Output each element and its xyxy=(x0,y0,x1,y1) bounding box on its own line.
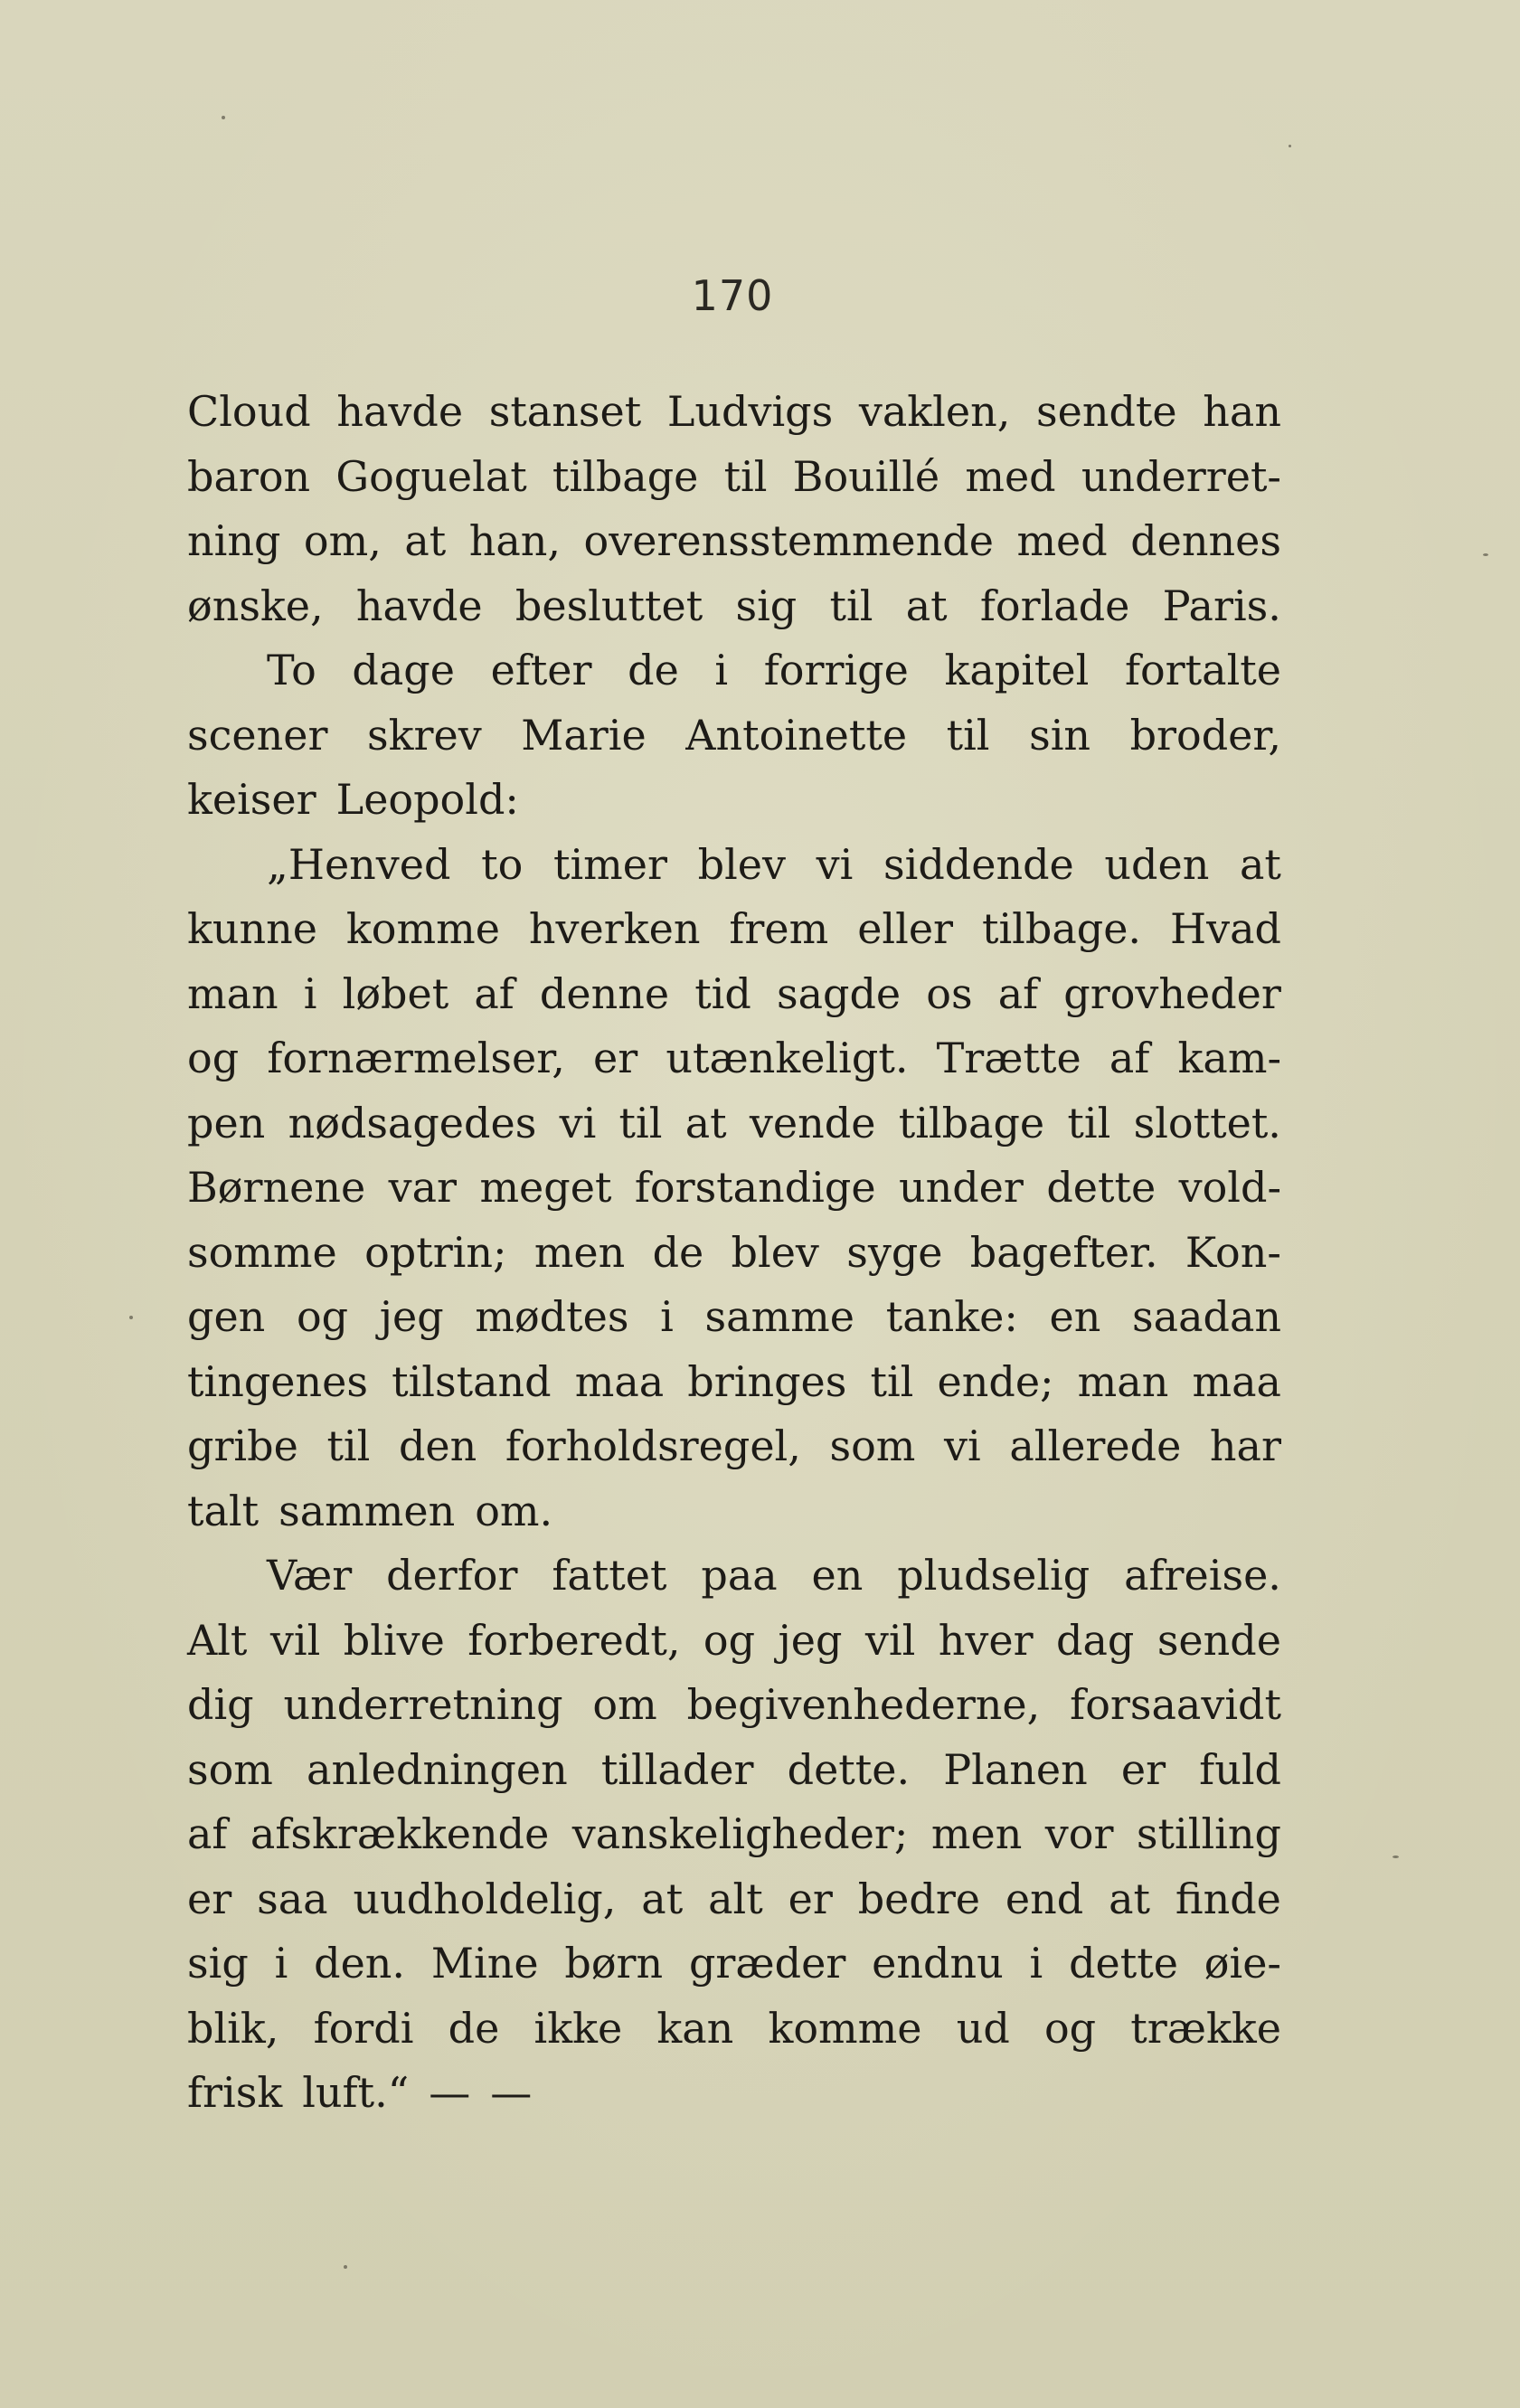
word: kapitel xyxy=(944,646,1090,694)
word: dag xyxy=(1056,1615,1135,1665)
word: vi xyxy=(944,1421,981,1470)
text-line xyxy=(187,1285,1281,1350)
word: Mine xyxy=(430,1939,539,1988)
word: sendte xyxy=(1036,387,1177,436)
word: vil xyxy=(864,1615,916,1665)
word: at xyxy=(1109,1874,1151,1923)
word: som xyxy=(187,1744,273,1794)
word: fortalte xyxy=(1124,646,1281,694)
word: gribe xyxy=(187,1421,298,1470)
word: dette xyxy=(1069,1939,1178,1988)
word: af xyxy=(474,968,515,1018)
word: blev xyxy=(697,839,787,889)
word: børn xyxy=(564,1939,664,1988)
word: blik, xyxy=(187,2003,279,2053)
word: Antoinette xyxy=(685,710,908,760)
text-line xyxy=(187,1544,1281,1609)
word: at xyxy=(905,581,948,630)
word: om xyxy=(592,1680,657,1729)
word: talt xyxy=(187,1486,260,1535)
word: broder, xyxy=(1129,710,1281,760)
word: kam- xyxy=(1177,1034,1281,1082)
text-line xyxy=(187,704,1281,769)
word: bagefter. xyxy=(969,1227,1158,1277)
word: sig xyxy=(187,1939,249,1988)
word: til xyxy=(326,1421,371,1470)
word: ikke xyxy=(533,2003,623,2053)
word: de xyxy=(448,2003,500,2053)
word: „Henved xyxy=(267,839,451,889)
word: ning xyxy=(187,516,281,565)
text-line xyxy=(187,445,1281,510)
word: blev xyxy=(731,1227,819,1277)
word: fuld xyxy=(1199,1744,1281,1794)
word: forrige xyxy=(763,646,909,694)
word: kunne xyxy=(187,904,317,953)
word: gen xyxy=(187,1292,266,1341)
text-line xyxy=(187,1931,1281,1997)
text-line xyxy=(187,962,1281,1027)
word: og xyxy=(703,1615,756,1665)
scan-speck xyxy=(1289,145,1291,147)
word: overensstemmende xyxy=(583,516,994,565)
word: trække xyxy=(1130,2003,1281,2053)
word: to xyxy=(481,839,524,889)
word: paa xyxy=(701,1551,778,1600)
word: efter xyxy=(490,646,592,694)
word: vi xyxy=(816,839,854,889)
word: han, xyxy=(468,516,562,565)
word: uudholdelig, xyxy=(353,1874,617,1923)
word: øie- xyxy=(1204,1939,1281,1988)
word: vi xyxy=(559,1098,597,1147)
text-line xyxy=(187,1350,1281,1415)
word: fordi xyxy=(313,2003,414,2053)
word: tilbage. xyxy=(981,904,1142,953)
word: vanskeligheder; xyxy=(571,1809,909,1858)
word: sammen xyxy=(279,1486,456,1535)
word: Bouillé xyxy=(792,451,940,501)
word: underretning xyxy=(283,1680,563,1729)
word: stilling xyxy=(1136,1809,1281,1858)
word: tid xyxy=(694,968,751,1018)
word: Vær xyxy=(267,1551,353,1600)
page-number: 170 xyxy=(691,271,774,320)
word: endnu xyxy=(872,1939,1004,1988)
word: en xyxy=(811,1551,864,1600)
word: jeg xyxy=(778,1615,843,1665)
word: Alt xyxy=(187,1615,248,1665)
word: er xyxy=(593,1034,638,1082)
word: alt xyxy=(708,1874,763,1923)
text-line xyxy=(187,1738,1281,1803)
word: underret- xyxy=(1081,451,1281,501)
word: i xyxy=(274,1939,288,1988)
word: mødtes xyxy=(475,1292,629,1341)
word: Trætte xyxy=(936,1034,1081,1082)
word: fattet xyxy=(552,1551,667,1600)
word: og xyxy=(296,1292,349,1341)
word: vold- xyxy=(1178,1163,1281,1212)
word: i xyxy=(1029,1939,1043,1988)
word: Hvad xyxy=(1170,904,1281,953)
word: Paris. xyxy=(1162,581,1281,630)
word: To xyxy=(267,646,316,694)
word: fornærmelser, xyxy=(267,1034,565,1082)
word: tilstand xyxy=(392,1356,552,1406)
word: blive xyxy=(343,1615,445,1665)
word: Cloud xyxy=(187,387,311,436)
word: han xyxy=(1203,387,1281,436)
word: hverken xyxy=(528,904,701,953)
word: besluttet xyxy=(515,581,703,630)
text-line xyxy=(187,1867,1281,1932)
word: de xyxy=(652,1227,704,1277)
word: frem xyxy=(729,904,829,953)
word: tingenes xyxy=(187,1356,368,1406)
word: de xyxy=(628,646,679,694)
word: dette. xyxy=(787,1744,911,1794)
text-line xyxy=(187,1479,1281,1544)
word: forlade xyxy=(979,581,1130,630)
body-text xyxy=(187,380,1281,2126)
word: jeg xyxy=(379,1292,444,1341)
word: utænkeligt. xyxy=(666,1034,909,1082)
word: af xyxy=(1109,1034,1150,1082)
word: i xyxy=(660,1292,674,1341)
word: i xyxy=(714,646,729,694)
text-line xyxy=(187,509,1281,574)
word: — xyxy=(490,2068,533,2117)
word: den. xyxy=(314,1939,406,1988)
word: havde xyxy=(355,581,483,630)
word: komme xyxy=(345,904,500,953)
text-line xyxy=(187,574,1281,639)
word: som xyxy=(829,1421,916,1470)
word: slottet. xyxy=(1133,1098,1281,1147)
text-line xyxy=(187,1026,1281,1091)
word: ønske, xyxy=(187,581,324,630)
word: man xyxy=(1077,1356,1169,1406)
word: til xyxy=(618,1098,663,1147)
word: af xyxy=(187,1809,228,1858)
word: sende xyxy=(1157,1615,1281,1665)
word: sig xyxy=(735,581,798,630)
text-line xyxy=(187,1414,1281,1479)
word: med xyxy=(1016,516,1108,565)
word: Kon- xyxy=(1185,1227,1281,1277)
word: Ludvigs xyxy=(666,387,834,436)
word: denne xyxy=(539,968,670,1018)
word: den xyxy=(398,1421,477,1470)
text-line xyxy=(187,1091,1281,1157)
text-line xyxy=(187,380,1281,445)
word: forberedt, xyxy=(467,1615,681,1665)
text-line xyxy=(187,1609,1281,1674)
word: Planen xyxy=(943,1744,1088,1794)
word: keiser xyxy=(187,775,316,824)
word: uden xyxy=(1104,839,1210,889)
word: er xyxy=(187,1874,232,1923)
word: hver xyxy=(938,1615,1034,1665)
word: vor xyxy=(1044,1809,1114,1858)
word: syge xyxy=(846,1227,943,1277)
word: os xyxy=(926,968,973,1018)
word: timer xyxy=(552,839,667,889)
scan-speck xyxy=(129,1316,133,1319)
word: tilbage xyxy=(552,451,699,501)
text-line xyxy=(187,1997,1281,2062)
scan-speck xyxy=(222,116,225,119)
text-line xyxy=(187,1673,1281,1738)
word: frisk xyxy=(187,2068,283,2117)
word: somme xyxy=(187,1227,337,1277)
word: til xyxy=(723,451,768,501)
word: og xyxy=(187,1034,240,1082)
word: men xyxy=(533,1227,626,1277)
word: sin xyxy=(1029,710,1091,760)
text-line xyxy=(187,1221,1281,1286)
word: scener xyxy=(187,710,328,760)
word: nødsagedes xyxy=(288,1098,537,1147)
word: forholdsregel, xyxy=(505,1421,801,1470)
word: og xyxy=(1043,2003,1097,2053)
word: pen xyxy=(187,1098,266,1147)
text-line xyxy=(187,2061,1281,2126)
word: derfor xyxy=(386,1551,518,1600)
word: Goguelat xyxy=(335,451,527,501)
word: end xyxy=(1005,1874,1084,1923)
word: dennes xyxy=(1130,516,1281,565)
word: om, xyxy=(303,516,382,565)
word: vaklen, xyxy=(858,387,1011,436)
word: saadan xyxy=(1132,1292,1281,1341)
word: luft.“ xyxy=(302,2068,410,2117)
word: anledningen xyxy=(307,1744,568,1794)
word: eller xyxy=(857,904,954,953)
word: men xyxy=(930,1809,1023,1858)
word: pludselig xyxy=(897,1551,1090,1600)
word: er xyxy=(788,1874,833,1923)
word: afreise. xyxy=(1124,1551,1281,1600)
word: at xyxy=(684,1098,727,1147)
word: ud xyxy=(956,2003,1010,2053)
word: sagde xyxy=(776,968,902,1018)
text-line xyxy=(187,897,1281,962)
word: komme xyxy=(768,2003,922,2053)
word: man xyxy=(187,968,279,1018)
word: at xyxy=(1240,839,1281,889)
word: at xyxy=(404,516,447,565)
word: til xyxy=(829,581,873,630)
word: maa xyxy=(574,1356,665,1406)
word: tillader xyxy=(600,1744,754,1794)
word: afskrækkende xyxy=(250,1809,550,1858)
word: dig xyxy=(187,1680,254,1729)
word: til xyxy=(946,710,990,760)
word: løbet xyxy=(342,968,449,1018)
word: stanset xyxy=(488,387,642,436)
word: om. xyxy=(475,1486,553,1535)
word: Børnene xyxy=(187,1163,366,1212)
text-line xyxy=(187,768,1281,833)
word: skrev xyxy=(367,710,482,760)
word: grovheder xyxy=(1063,968,1281,1018)
scan-speck xyxy=(1393,1856,1399,1858)
word: af xyxy=(997,968,1039,1018)
word: under xyxy=(898,1163,1024,1212)
word: tanke: xyxy=(885,1292,1018,1341)
word: havde xyxy=(336,387,464,436)
word: vende xyxy=(749,1098,876,1147)
word: i xyxy=(303,968,317,1018)
word: samme xyxy=(704,1292,855,1341)
word: allerede xyxy=(1009,1421,1182,1470)
scan-speck xyxy=(1483,553,1488,556)
word: Marie xyxy=(521,710,647,760)
word: dage xyxy=(352,646,455,694)
word: dette xyxy=(1046,1163,1157,1212)
word: en xyxy=(1049,1292,1101,1341)
word: ende; xyxy=(937,1356,1054,1406)
word: meget xyxy=(479,1163,612,1212)
word: tilbage xyxy=(898,1098,1045,1147)
word: har xyxy=(1209,1421,1281,1470)
word: saa xyxy=(257,1874,328,1923)
text-line xyxy=(187,833,1281,898)
word: til xyxy=(1067,1098,1111,1147)
word: var xyxy=(388,1163,458,1212)
word: vil xyxy=(269,1615,321,1665)
word: begivenhederne, xyxy=(686,1680,1041,1729)
word: med xyxy=(965,451,1056,501)
word: er xyxy=(1120,1744,1166,1794)
scan-speck xyxy=(344,2265,347,2269)
word: — xyxy=(429,2068,471,2117)
word: optrin; xyxy=(364,1227,507,1277)
word: græder xyxy=(688,1939,846,1988)
word: kan xyxy=(656,2003,734,2053)
text-line xyxy=(187,638,1281,704)
word: til xyxy=(870,1356,914,1406)
word: Leopold: xyxy=(335,775,519,824)
word: bedre xyxy=(857,1874,981,1923)
word: forstandige xyxy=(634,1163,876,1212)
word: maa xyxy=(1192,1356,1281,1406)
word: forsaavidt xyxy=(1070,1680,1281,1729)
word: bringes xyxy=(687,1356,847,1406)
word: baron xyxy=(187,451,311,501)
word: at xyxy=(641,1874,684,1923)
word: siddende xyxy=(883,839,1074,889)
word: finde xyxy=(1175,1874,1281,1923)
text-line xyxy=(187,1156,1281,1221)
text-line xyxy=(187,1802,1281,1867)
